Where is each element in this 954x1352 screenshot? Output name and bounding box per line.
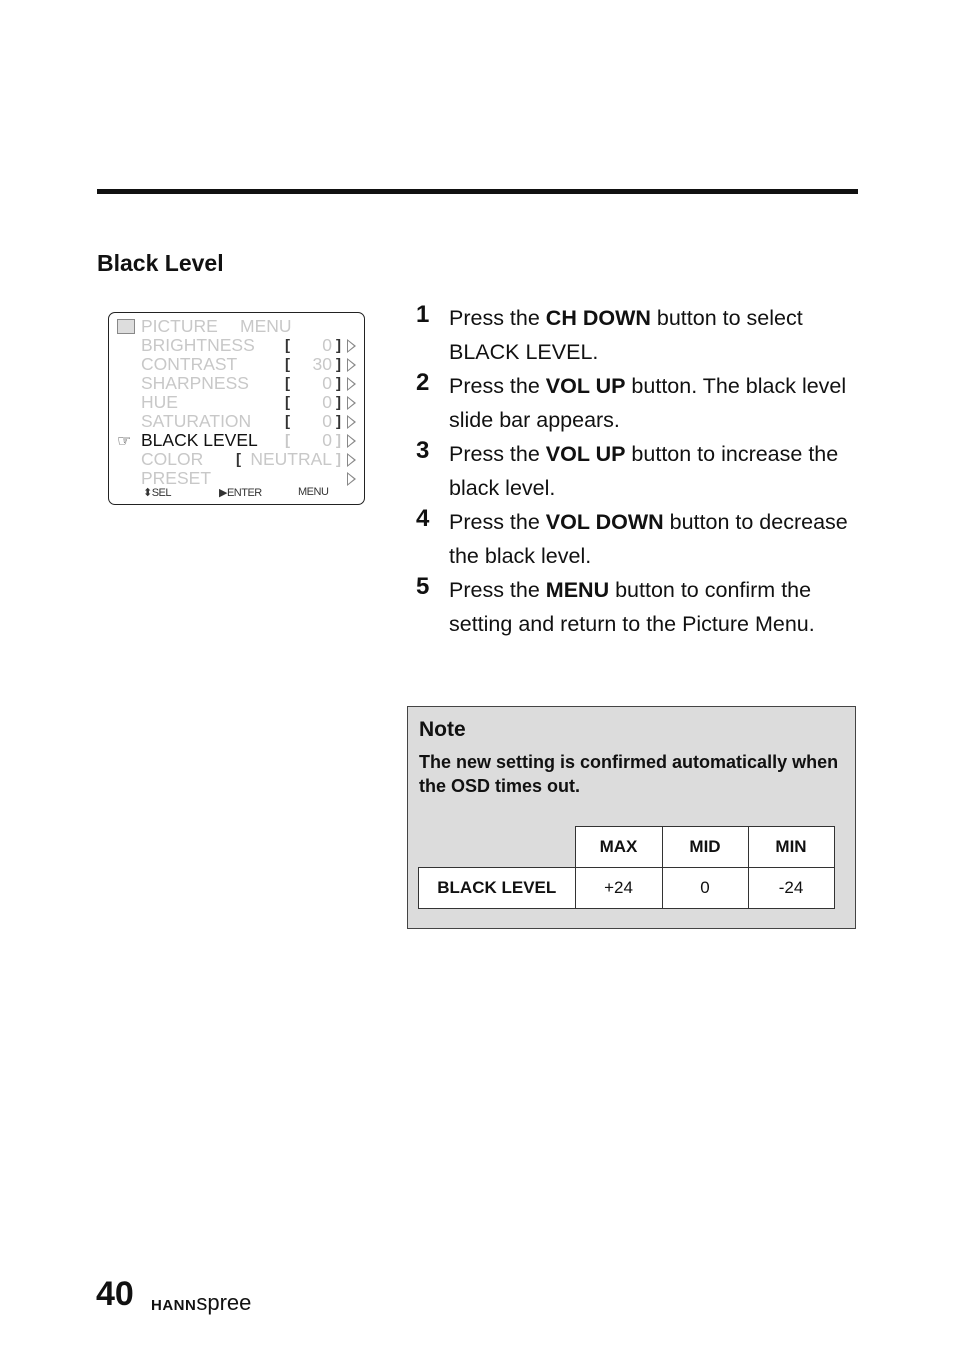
osd-picture-menu — [108, 312, 365, 505]
note-body: The new setting is confirmed automatically when the OSD times out. — [419, 752, 839, 796]
step-number: 5 — [416, 573, 430, 600]
button-name: MENU — [545, 578, 610, 602]
osd-row-value: 0 — [322, 392, 332, 412]
step-number: 1 — [416, 301, 430, 328]
step-text: Press the CH DOWN button to select BLACK LEVEL. — [449, 306, 803, 364]
note-title: Note — [419, 718, 466, 741]
step-number: 4 — [416, 505, 430, 532]
bracket-right-icon: ] — [336, 413, 341, 430]
table-header-mid: MID — [662, 827, 748, 868]
button-name: VOL DOWN — [545, 510, 664, 534]
osd-row-label: SHARPNESS — [141, 373, 249, 393]
arrow-right-icon — [347, 377, 356, 391]
table-cell-min: -24 — [748, 868, 834, 909]
button-name: CH DOWN — [545, 306, 651, 330]
arrow-right-icon — [347, 434, 356, 448]
table-row-label: BLACK LEVEL — [419, 868, 576, 909]
note-box — [407, 706, 856, 929]
brand-logo — [151, 1290, 251, 1319]
osd-row-label: CONTRAST — [141, 354, 238, 374]
osd-row-label: BLACK LEVEL — [141, 430, 258, 450]
black-level-range-table — [418, 826, 835, 909]
page-number: 40 — [96, 1275, 134, 1313]
button-name: VOL UP — [545, 442, 626, 466]
osd-row-value: 0 — [322, 430, 332, 450]
osd-row-value: 0 — [322, 335, 332, 355]
osd-row-label: BRIGHTNESS — [141, 335, 255, 355]
osd-row-label: SATURATION — [141, 411, 252, 431]
pointing-hand-icon: ☞ — [117, 433, 132, 450]
step-text: Press the VOL UP button to increase the black level. — [449, 442, 839, 500]
osd-footer-enter-label: ENTER — [226, 487, 262, 499]
bracket-left-icon: [ — [236, 451, 241, 468]
table-blank-cell — [419, 827, 576, 868]
table-header-row — [419, 827, 835, 868]
bracket-right-icon: ] — [336, 432, 341, 449]
bracket-right-icon: ] — [336, 356, 341, 373]
step-number: 2 — [416, 369, 430, 396]
bracket-left-icon: [ — [285, 394, 290, 411]
step-text: Press the VOL DOWN button to decrease the black level. — [449, 510, 848, 568]
osd-footer-sel-label: SEL — [151, 487, 172, 499]
bracket-left-icon: [ — [285, 432, 290, 449]
osd-row-value: NEUTRAL — [250, 449, 332, 469]
arrow-right-icon — [347, 472, 356, 486]
arrow-right-icon — [347, 339, 356, 353]
play-arrow-icon: ▶ — [219, 487, 227, 499]
osd-row-label: HUE — [141, 392, 178, 412]
arrow-right-icon — [347, 396, 356, 410]
step-text: Press the MENU button to confirm the setting and return to the Picture Menu. — [449, 578, 815, 636]
osd-header-menu: MENU — [240, 316, 292, 336]
osd-footer-menu: MENU — [298, 486, 329, 498]
bracket-right-icon: ] — [336, 375, 341, 392]
arrow-right-icon — [347, 453, 356, 467]
osd-row-value: 0 — [322, 411, 332, 431]
bracket-left-icon: [ — [285, 337, 290, 354]
step-number: 3 — [416, 437, 430, 464]
bracket-left-icon: [ — [285, 356, 290, 373]
table-header-max: MAX — [575, 827, 662, 868]
up-down-arrow-icon: ⬍ — [143, 487, 152, 499]
osd-row-label: COLOR — [141, 449, 204, 469]
osd-header-label: PICTURE — [141, 316, 218, 336]
bracket-right-icon: ] — [336, 394, 341, 411]
section-title: Black Level — [97, 250, 224, 276]
table-header-min: MIN — [748, 827, 834, 868]
button-name: VOL UP — [545, 374, 626, 398]
table-row — [419, 868, 835, 909]
table-cell-max: +24 — [575, 868, 662, 909]
arrow-right-icon — [347, 358, 356, 372]
bracket-left-icon: [ — [285, 375, 290, 392]
osd-footer-sel — [143, 486, 171, 499]
brand-bold: HANN — [151, 1297, 197, 1314]
picture-icon — [117, 319, 135, 334]
osd-row-value: 30 — [312, 354, 332, 374]
brand-light: spree — [196, 1290, 252, 1315]
arrow-right-icon — [347, 415, 356, 429]
table-cell-mid: 0 — [662, 868, 748, 909]
osd-row-label: PRESET — [141, 468, 212, 488]
osd-footer-enter — [219, 486, 262, 499]
bracket-right-icon: ] — [336, 337, 341, 354]
osd-row-value: 0 — [322, 373, 332, 393]
top-rule — [97, 189, 858, 194]
bracket-right-icon: ] — [336, 451, 341, 468]
step-text: Press the VOL UP button. The black level slide bar appears. — [449, 374, 847, 432]
bracket-left-icon: [ — [285, 413, 290, 430]
